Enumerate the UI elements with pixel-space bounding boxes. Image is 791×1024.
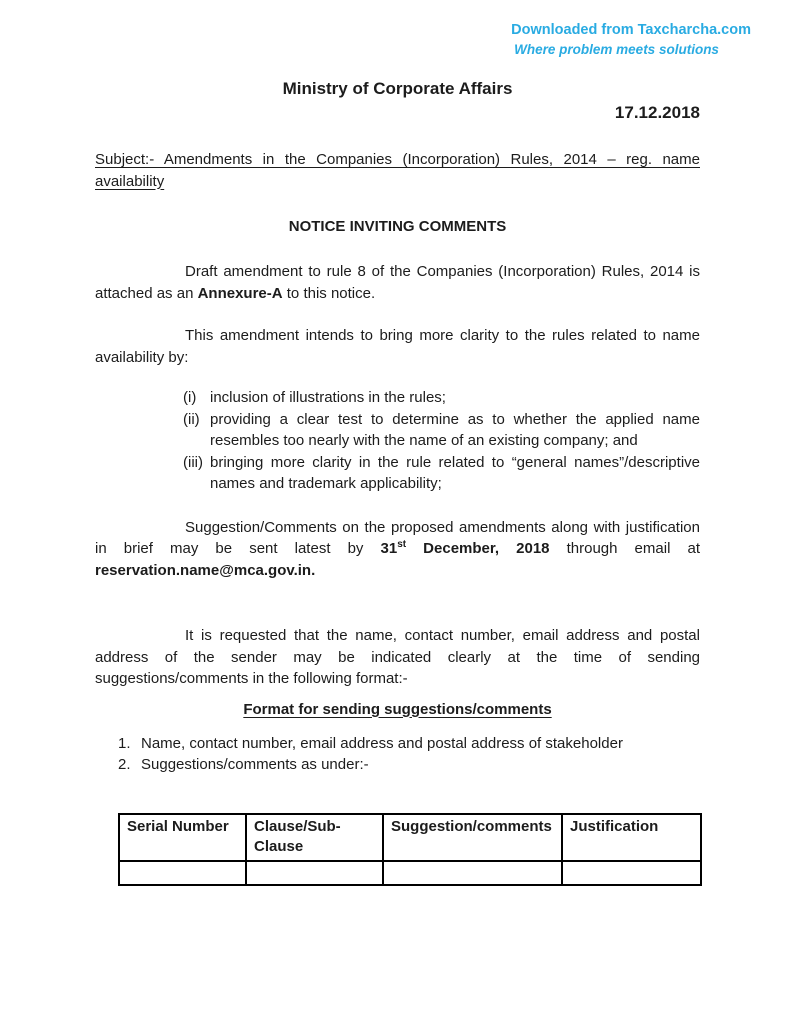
format-steps-list — [95, 733, 700, 776]
document-date: 17.12.2018 — [614, 103, 700, 122]
table-header-clause: Clause/Sub-Clause — [246, 814, 383, 861]
list-item — [183, 409, 700, 452]
list-item — [183, 452, 700, 495]
format-heading: Format for sending suggestions/comments — [243, 700, 552, 718]
list-item-marker: 2. — [118, 756, 131, 773]
paragraph-text: Draft amendment to rule 8 of the Companies (Incorporation) Rules, 2014 is attached as an — [95, 263, 700, 302]
list-item-text: Name, contact number, email address and postal address of stakeholder — [141, 734, 623, 752]
table-row — [119, 861, 701, 885]
subject-line: Subject:- Amendments in the Companies (Incorporation) Rules, 2014 – reg. name availability — [95, 151, 700, 190]
table-header-row — [119, 814, 701, 861]
deadline-rest: December, 2018 — [406, 540, 550, 557]
paragraph-text: through email at — [549, 540, 700, 557]
list-item-marker: 1. — [118, 734, 131, 752]
document-body — [0, 79, 791, 886]
annexure-reference: Annexure-A — [197, 284, 283, 302]
deadline-ordinal: st — [397, 539, 407, 550]
list-item — [118, 754, 700, 776]
deadline-day: 31 — [380, 540, 398, 557]
watermark-stamp — [511, 21, 751, 59]
table-cell — [119, 861, 246, 885]
paragraph-sender-details-request: It is requested that the name, contact number, email address and postal address of the sender may be indicated clearly at the time of sending suggestions/comments in the following format:- — [95, 627, 700, 687]
table-header-justification: Justification — [562, 814, 701, 861]
list-item-marker: (iii) — [183, 453, 203, 471]
list-item-text: bringing more clarity in the rule related to “general names”/descriptive names and trademark applicability; — [210, 453, 700, 492]
list-item-text: providing a clear test to determine as to whether the applied name resembles too nearly with the name of an existing company; and — [210, 410, 700, 449]
table-header-serial-number: Serial Number — [119, 814, 246, 861]
list-item-marker: (i) — [183, 389, 197, 406]
notice-heading: NOTICE INVITING COMMENTS — [288, 218, 507, 235]
table-cell — [383, 861, 562, 885]
list-item-text: Suggestions/comments as under:- — [141, 756, 369, 773]
table-header-suggestion: Suggestion/comments — [383, 814, 562, 861]
paragraph-text: Suggestion/Comments on the proposed amendments along with justification in brief may be sent latest by — [95, 518, 700, 557]
stamp-source-text: Downloaded from Taxcharcha.com — [511, 22, 751, 38]
suggestions-format-table — [118, 813, 702, 886]
list-item — [183, 387, 700, 409]
table-cell — [562, 861, 701, 885]
list-item — [118, 733, 700, 755]
paragraph-amendment-intent: This amendment intends to bring more clarity to the rules related to name availability by: — [95, 327, 700, 366]
deadline-date — [381, 540, 550, 557]
paragraph-text: to this notice. — [282, 284, 376, 302]
list-item-text: inclusion of illustrations in the rules; — [210, 389, 446, 406]
table-cell — [246, 861, 383, 885]
email-address: reservation.name@mca.gov.in. — [95, 561, 316, 579]
stamp-tagline-text: Where problem meets solutions — [514, 42, 719, 57]
amendment-points-list — [95, 387, 700, 495]
paragraph-draft-amendment — [95, 261, 700, 304]
paragraph-suggestions-deadline — [95, 517, 700, 582]
list-item-marker: (ii) — [183, 410, 200, 428]
document-title: Ministry of Corporate Affairs — [282, 79, 513, 98]
